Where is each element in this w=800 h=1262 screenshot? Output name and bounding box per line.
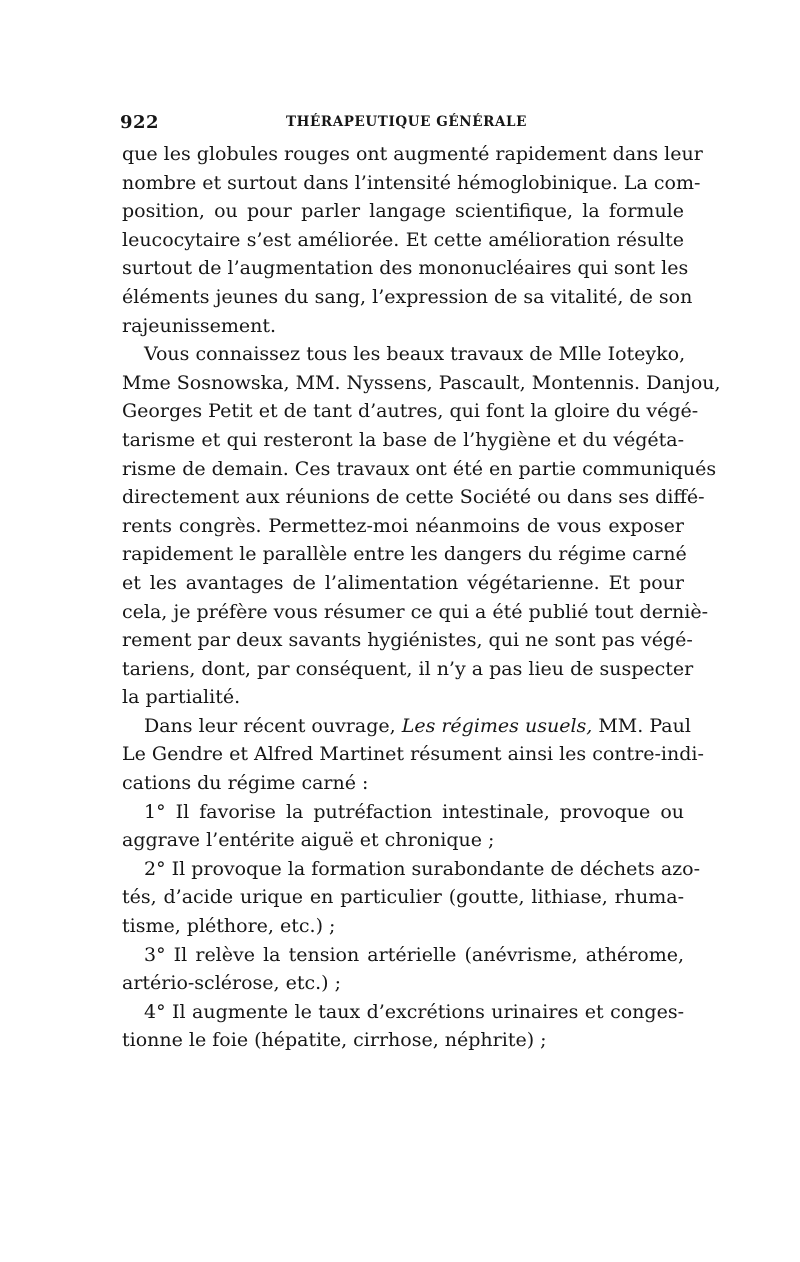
text-line: éléments jeunes du sang, l’expression de sa vitalité, de son bbox=[122, 285, 693, 308]
text-line: leucocytaire s’est améliorée. Et cette amélioration résulte bbox=[122, 228, 684, 251]
text-line: tés, d’acide urique en particulier (goutte, lithiase, rhuma- bbox=[122, 886, 684, 909]
running-head-title: THÉRAPEUTIQUE GÉNÉRALE bbox=[286, 114, 528, 130]
book-page bbox=[120, 110, 721, 1055]
book-title: Les régimes usuels, bbox=[401, 714, 593, 737]
text-line: 2° Il provoque la formation surabondante de déchets azo- bbox=[144, 857, 701, 880]
text-line: et les avantages de l’alimentation végétarienne. Et pour bbox=[122, 571, 684, 594]
body-text bbox=[122, 140, 721, 1055]
text-line: 1° Il favorise la putréfaction intestinale, provoque ou bbox=[144, 800, 684, 823]
text-line: Mme Sosnowska, MM. Nyssens, Pascault, Montennis. Danjou, bbox=[122, 371, 721, 394]
page-number: 922 bbox=[120, 112, 160, 133]
list-item-3 bbox=[122, 941, 684, 998]
list-item-2 bbox=[122, 855, 701, 941]
text-line: artério-sclérose, etc.) ; bbox=[122, 972, 342, 995]
text-line: tionne le foie (hépatite, cirrhose, néphrite) ; bbox=[122, 1029, 547, 1052]
text-line: tariens, dont, par conséquent, il n’y a pas lieu de suspecter bbox=[122, 657, 694, 680]
text-line: la partialité. bbox=[122, 686, 241, 709]
text-line: rajeunissement. bbox=[122, 314, 277, 337]
text-line: rapidement le parallèle entre les dangers du régime carné bbox=[122, 543, 687, 566]
running-head bbox=[122, 110, 684, 140]
text-segment: MM. Paul bbox=[592, 714, 691, 737]
text-line: aggrave l’entérite aiguë et chronique ; bbox=[122, 829, 495, 852]
text-line: Le Gendre et Alfred Martinet résument ainsi les contre-indi- bbox=[122, 743, 704, 766]
text-line: rement par deux savants hygiénistes, qui ne sont pas végé- bbox=[122, 629, 693, 652]
text-line bbox=[122, 712, 691, 741]
text-line: cela, je préfère vous résumer ce qui a été publié tout derniè- bbox=[122, 600, 708, 623]
text-line: 4° Il augmente le taux d’excrétions urinaires et conges- bbox=[144, 1000, 684, 1023]
text-line: surtout de l’augmentation des mononucléaires qui sont les bbox=[122, 257, 689, 280]
text-line: rents congrès. Permettez-moi néanmoins de vous exposer bbox=[122, 514, 684, 537]
paragraph-3 bbox=[122, 712, 704, 798]
text-line: position, ou pour parler langage scientifique, la formule bbox=[122, 200, 684, 223]
text-line: tisme, pléthore, etc.) ; bbox=[122, 915, 336, 938]
text-line: 3° Il relève la tension artérielle (anévrisme, athérome, bbox=[144, 943, 684, 966]
text-line: tarisme et qui resteront la base de l’hygiène et du végéta- bbox=[122, 428, 684, 451]
text-line: nombre et surtout dans l’intensité hémoglobinique. La com- bbox=[122, 171, 701, 194]
list-item-4 bbox=[122, 998, 684, 1055]
text-line: que les globules rouges ont augmenté rapidement dans leur bbox=[122, 143, 703, 165]
text-line: Georges Petit et de tant d’autres, qui font la gloire du végé- bbox=[122, 400, 699, 423]
text-segment: Dans leur récent ouvrage, bbox=[144, 714, 402, 737]
text-line: directement aux réunions de cette Société ou dans ses diffé- bbox=[122, 486, 705, 509]
text-line: Vous connaissez tous les beaux travaux de Mlle Ioteyko, bbox=[144, 343, 686, 366]
paragraph-1 bbox=[122, 140, 703, 340]
paragraph-2 bbox=[122, 340, 721, 712]
text-line: cations du régime carné : bbox=[122, 772, 369, 795]
text-line: risme de demain. Ces travaux ont été en partie communiqués bbox=[122, 457, 717, 480]
list-item-1 bbox=[122, 798, 684, 855]
